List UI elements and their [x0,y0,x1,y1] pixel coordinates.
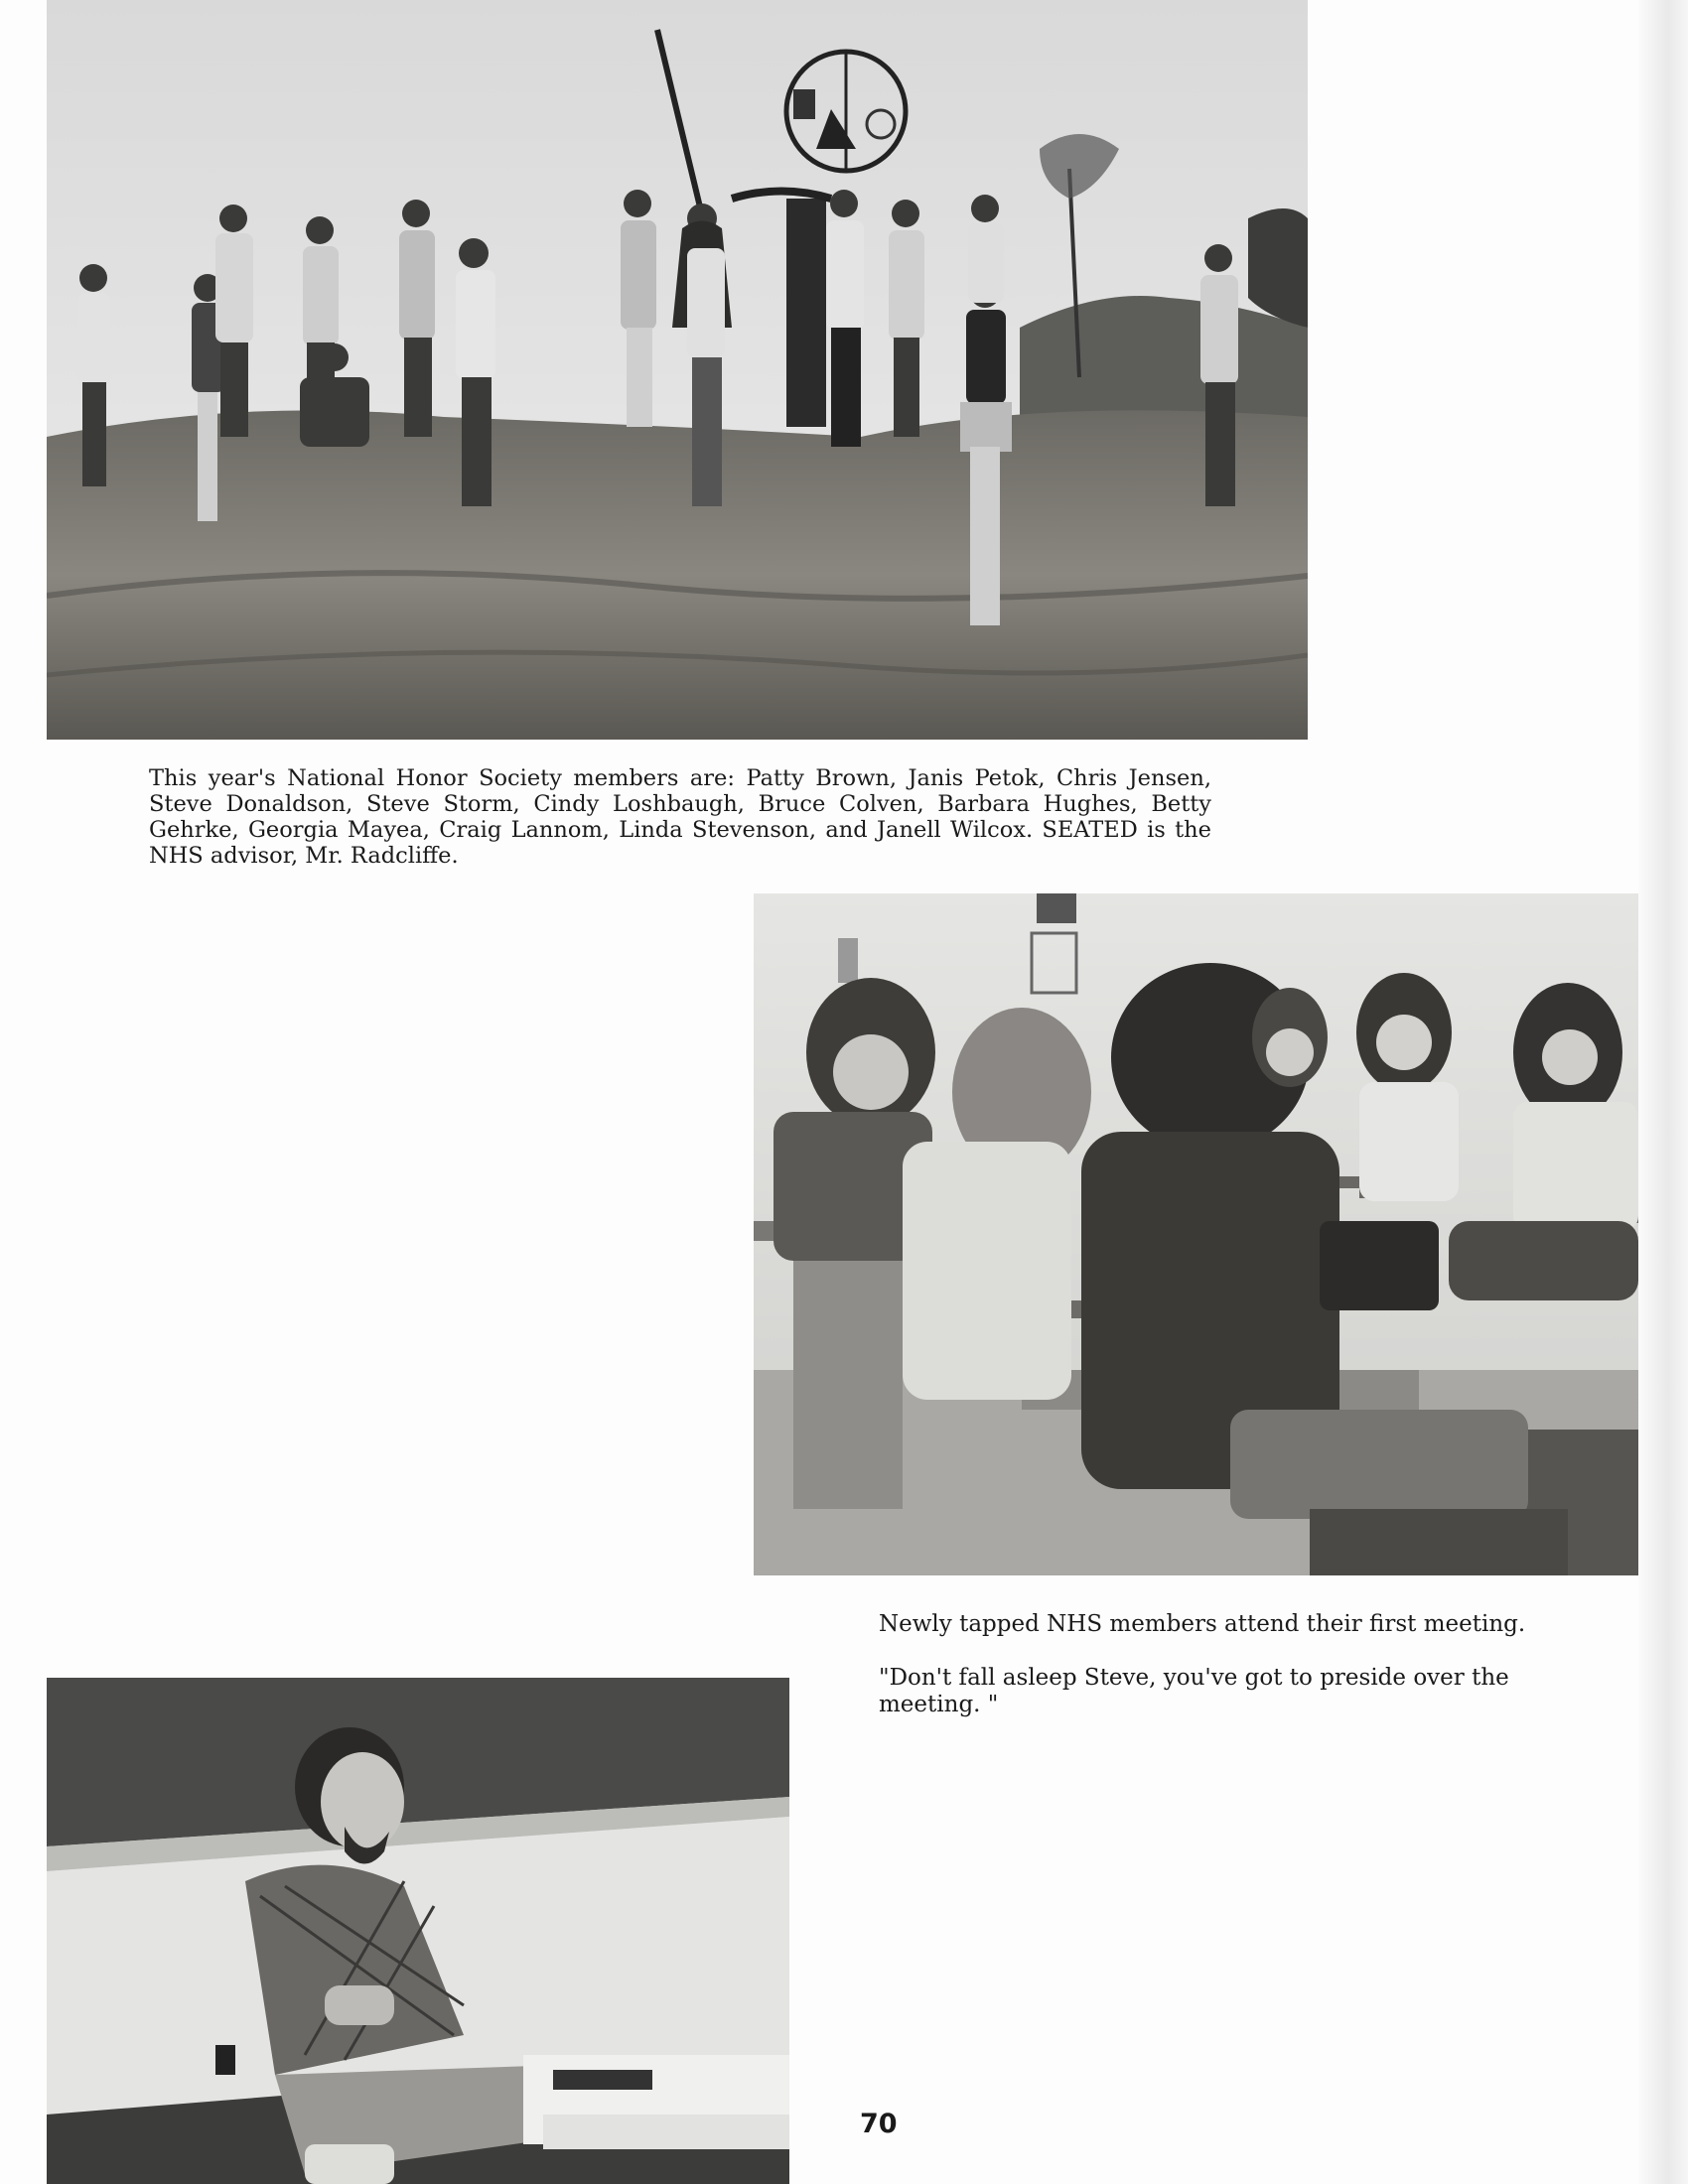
page-number: 70 [860,2109,898,2139]
group-photo-caption: This year's National Honor Society members are: Patty Brown, Janis Petok, Chris Jensen, Steve Donaldson, Steve Storm, Cindy Loshbaugh, Bruce Colven, Barbara Hughes, Betty Gehrke, Georgia Mayea, Craig Lannom, Linda Stevenson, and Janell Wilcox. SEATED is the NHS advisor, Mr. Radcliffe. [149,765,1211,869]
meeting-photo-caption: Newly tapped NHS members attend their first meeting. [879,1611,1526,1637]
group-photo-nhs-members [47,0,1308,740]
advisor-photo-caption: "Don't fall asleep Steve, you've got to preside over the meeting. " [879,1665,1509,1717]
meeting-photo [754,893,1638,1575]
advisor-photo [47,1678,789,2184]
page-edge-shadow [1638,0,1688,2184]
